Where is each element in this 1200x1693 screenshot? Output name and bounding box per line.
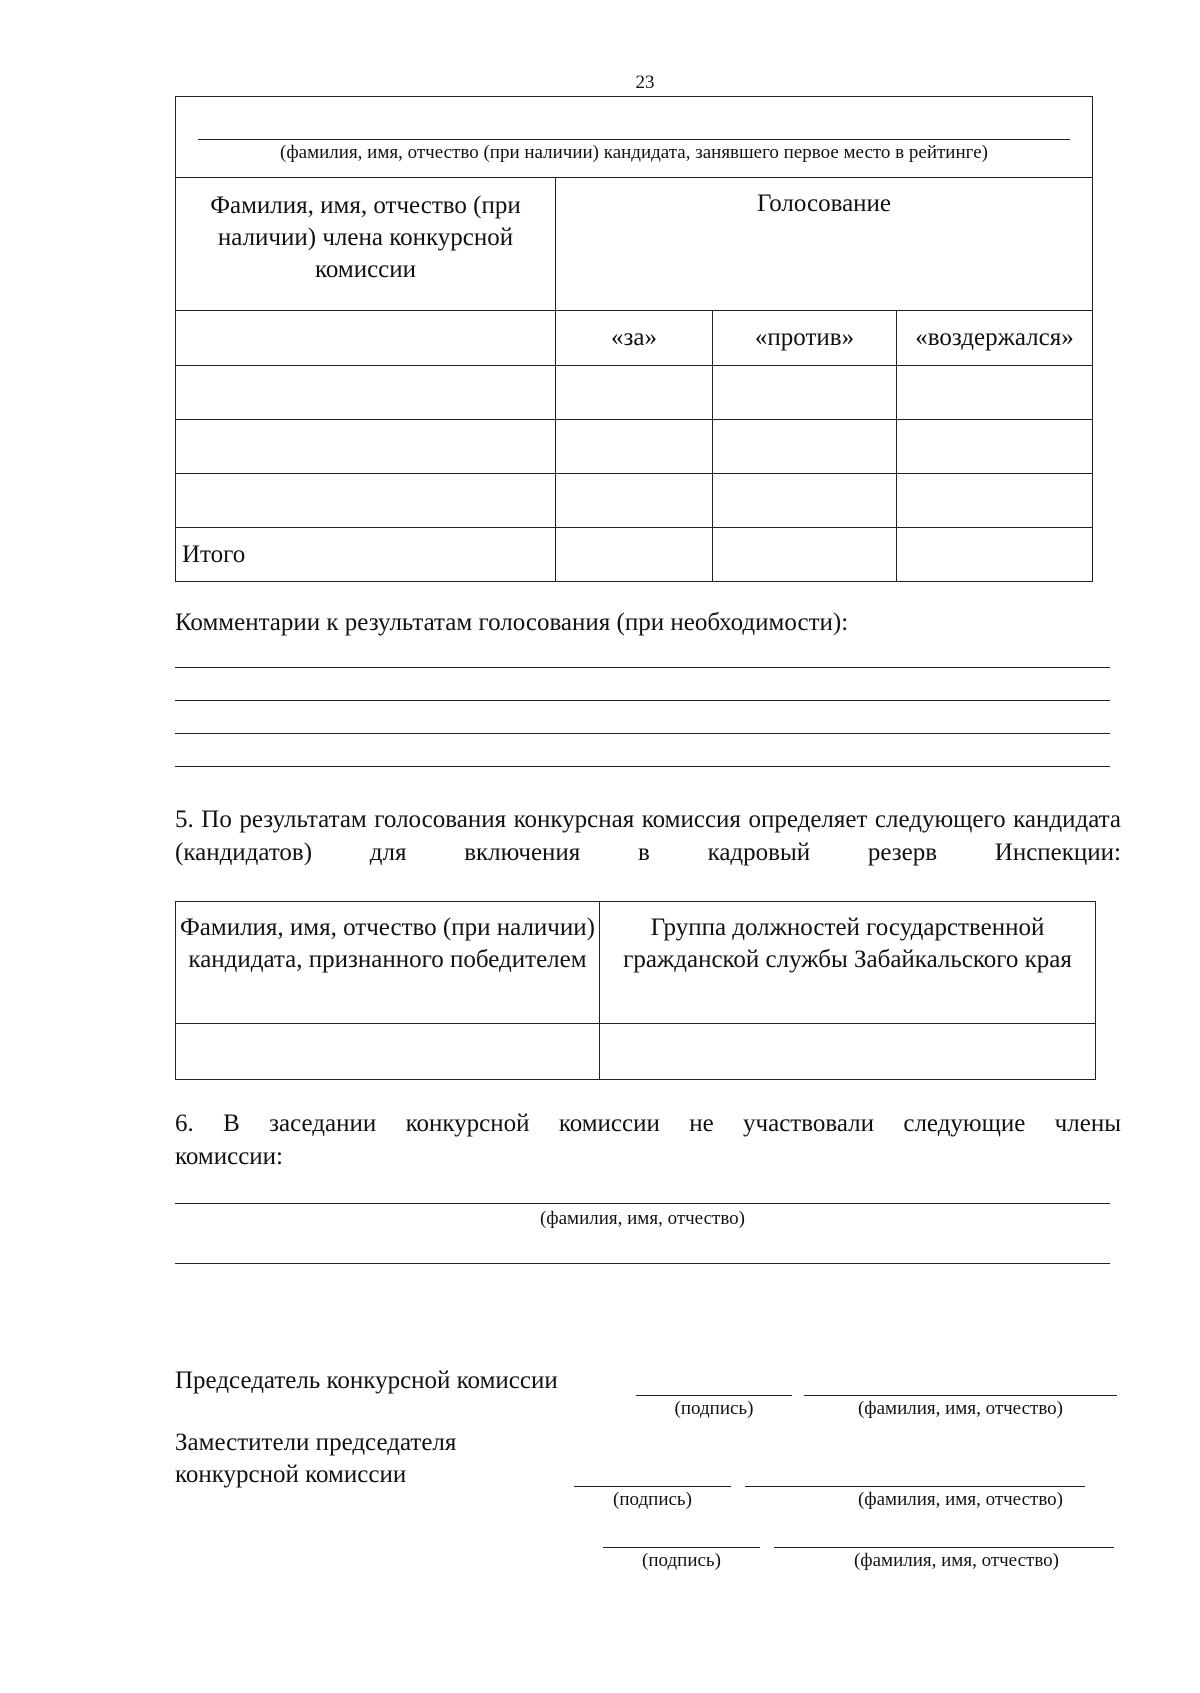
- section6-line1: 6. В заседании конкурсной комиссии не участвовали следующие члены: [175, 1110, 1121, 1137]
- chair-name-caption: (фамилия, имя, отчество): [857, 1398, 1063, 1419]
- total-label: Итого: [176, 528, 556, 582]
- deputy1-signature-line[interactable]: [574, 1486, 731, 1487]
- candidate-row: [176, 97, 1093, 178]
- table-row: [176, 366, 1093, 420]
- absent-members-caption: (фамилия, имя, отчество): [539, 1208, 745, 1229]
- member-header: Фамилия, имя, отчество (при наличии) члена конкурсной комиссии: [176, 178, 556, 311]
- page-number: 23: [635, 72, 655, 93]
- deputy2-name-line[interactable]: [774, 1547, 1114, 1548]
- deputy-label-1: Заместители председателя: [175, 1429, 457, 1456]
- deputy1-name-caption: (фамилия, имя, отчество): [857, 1489, 1063, 1510]
- comment-line-3[interactable]: [175, 733, 1110, 734]
- deputy2-signature-line[interactable]: [603, 1547, 760, 1548]
- voting-header: Голосование: [556, 178, 1093, 311]
- deputy1-name-line[interactable]: [745, 1486, 1085, 1487]
- deputy1-signature-caption: (подпись): [613, 1489, 692, 1510]
- candidate-caption: (фамилия, имя, отчество (при наличии) кандидата, занявшего первое место в рейтинге): [280, 142, 988, 163]
- table-row: [176, 1024, 1096, 1080]
- comments-label: Комментарии к результатам голосования (при необходимости):: [175, 609, 849, 636]
- voting-table: [175, 96, 1093, 582]
- table-row: [176, 420, 1093, 474]
- chair-name-line[interactable]: [804, 1395, 1117, 1396]
- section5-text: 5. По результатам голосования конкурсная комиссия определяет следующего кандидата (кандидатов) для включения в кадровый резерв Инспекции:: [175, 806, 1121, 866]
- candidate-line[interactable]: [198, 139, 1070, 140]
- chair-label: Председатель конкурсной комиссии: [175, 1367, 558, 1394]
- section6-line2: комиссии:: [175, 1143, 283, 1170]
- winner-table: [175, 901, 1096, 1080]
- chair-signature-line[interactable]: [636, 1395, 792, 1396]
- chair-signature-caption: (подпись): [674, 1398, 754, 1419]
- vote-abstain-label: «воздержался»: [897, 311, 1093, 366]
- winner-name-header: Фамилия, имя, отчество (при наличии) кандидата, признанного победителем: [176, 902, 600, 1024]
- table-row: [176, 474, 1093, 528]
- absent-members-line-2[interactable]: [175, 1263, 1110, 1264]
- deputy2-name-caption: (фамилия, имя, отчество): [853, 1550, 1059, 1571]
- vote-for-label: «за»: [556, 311, 713, 366]
- deputy2-signature-caption: (подпись): [642, 1550, 721, 1571]
- absent-members-line[interactable]: [175, 1203, 1110, 1204]
- comment-line-1[interactable]: [175, 667, 1110, 668]
- comment-line-2[interactable]: [175, 700, 1110, 701]
- total-row: [176, 528, 1093, 582]
- position-group-header: Группа должностей государственной гражданской службы Забайкальского края: [600, 902, 1096, 1024]
- deputy-label-2: конкурсной комиссии: [175, 1461, 407, 1488]
- vote-against-label: «против»: [713, 311, 897, 366]
- comment-line-4[interactable]: [175, 766, 1110, 767]
- empty-header-cell: [176, 311, 556, 366]
